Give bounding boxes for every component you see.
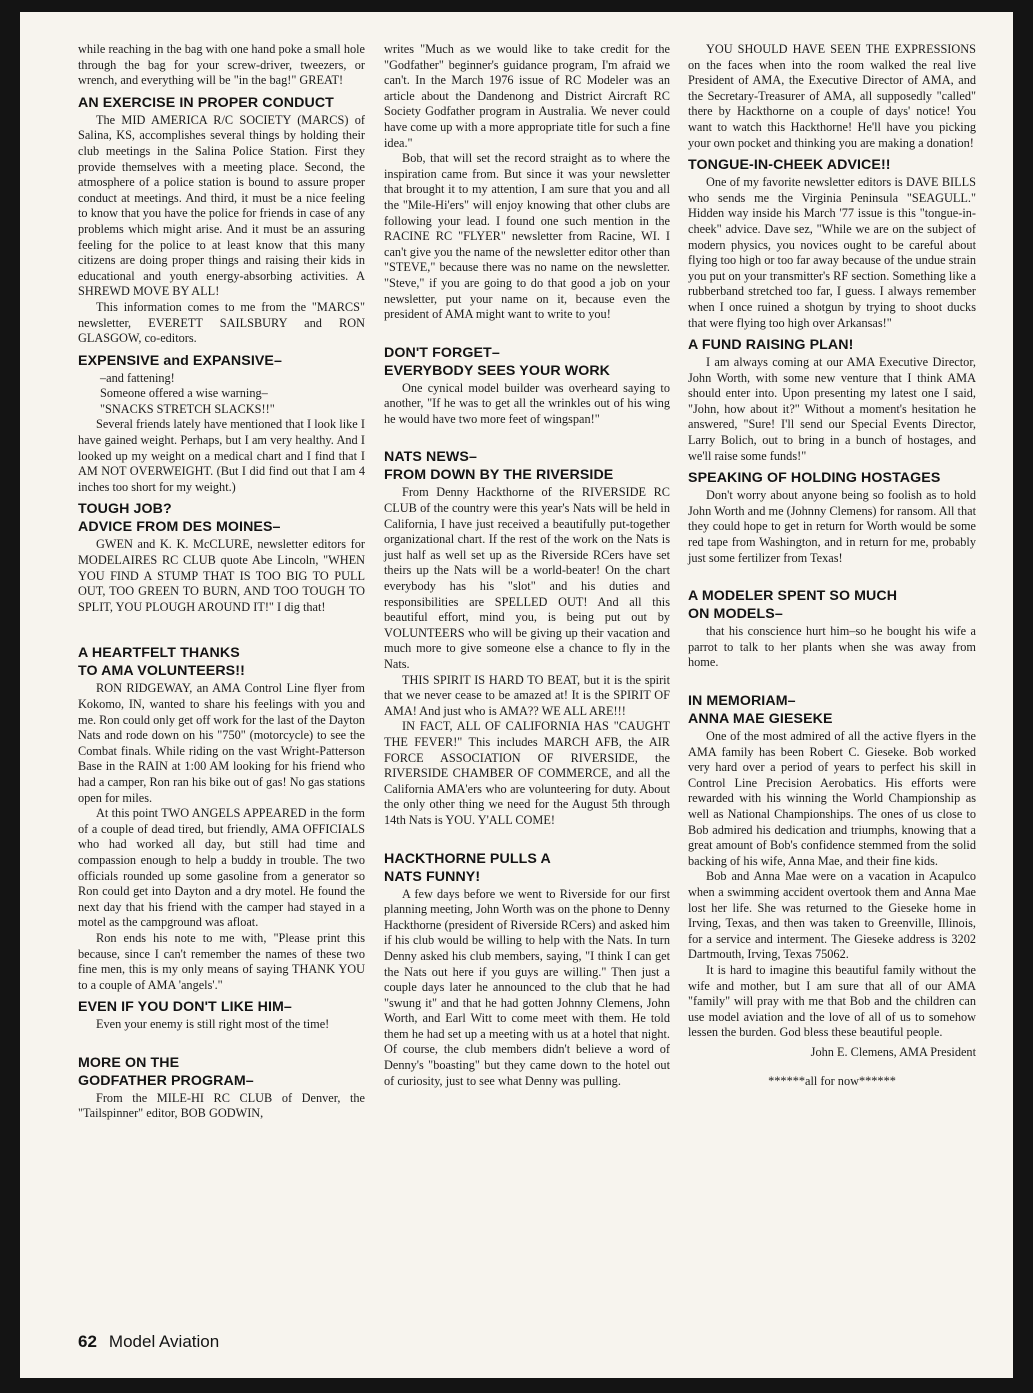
memoriam-paragraph-1: One of the most admired of all the active flyers in the AMA family has been Robert C. Gieseke. Bob worked very hard over a period of years to perfect his skill in Control Line Precision Aerobatics. His efforts were rewarded with his winning the World Championship as well as National Championships. The ones of us close to Bob admired his dedication and triumphs, knowing that a great amount of Bob's confidence stemmed from the solid backing of his wife, Anna Mae, and their fine kids. — [688, 729, 976, 868]
closing-line: ******all for now****** — [768, 1074, 896, 1089]
heading-hackthorne-1: HACKTHORNE PULLS A — [384, 850, 551, 867]
fund-paragraph: I am always coming at our AMA Executive Director, John Worth, with some new venture that I think AMA should enter into. Upon presenting my latest one I said, "John, how about it?" Without a moment's hesitation he answered, "Sure! I'll send our Special Events Director, Larry Bolich, out to bring in a bunch of hostages, and we'll raise some funds!" — [688, 355, 976, 463]
bob-paragraph: Bob, that will set the record straight as to where the inspiration came from. But since it was your newsletter that brought it to my attention, I am sure that you and all the "Mile-Hi'ers" will enjoy knowing that other clubs are following your lead. I found one such mention in the RACINE RC "FLYER" newsletter from Racine, WI. I can't give you the name of the newsletter editor other than "STEVE," because there was no name on the newsletter. "Steve," if you are going to do that good a job on your newsletter, put your name on it, because even the president of AMA might want to write to you! — [384, 151, 670, 322]
heading-dont-forget-1: DON'T FORGET– — [384, 344, 500, 361]
heading-expensive: EXPENSIVE and EXPANSIVE– — [78, 352, 282, 369]
quote-snacks: "SNACKS STRETCH SLACKS!!" — [100, 401, 275, 416]
modeler-paragraph: that his conscience hurt him–so he bought his wife a parrot to talk to her plants when she was away from home. — [688, 624, 976, 670]
speaking-paragraph: Don't worry about anyone being so foolish as to hold John Worth and me (Johnny Clemens) for ransom. All that they could hope to get in return for Worth would be some red tape from Washington, and in return for me, probably just some fertilizer from Texas! — [688, 488, 976, 565]
heading-memoriam-1: IN MEMORIAM– — [688, 693, 796, 709]
heading-nats-2: FROM DOWN BY THE RIVERSIDE — [384, 467, 614, 484]
exercise-paragraph-2: This information comes to me from the "MARCS" newsletter, EVERETT SAILSBURY and RON GLASGOW, co-editors. — [78, 299, 365, 346]
page-number: 62 — [78, 1332, 97, 1351]
thanks-paragraph-2: At this point TWO ANGELS APPEARED in the form of a couple of dead tired, but friendly, AMA OFFICIALS who had worked all day, but still had time and compassion enough to help a buddy in trouble. The two officials rounded up some gasoline from a generator so Ron could get into Dayton and a dry motel. He found the next day that his friend with the camper had stayed in a motel as the campground was afloat. — [78, 806, 365, 930]
page-footer — [78, 1332, 219, 1352]
thanks-paragraph-1: RON RIDGEWAY, an AMA Control Line flyer from Kokomo, IN, wanted to share his feelings with you and me. Ron could only get off work for the last of the Dayton Nats and rode down on his "750" (motorcycle) to see the Combat finals. While riding on the vast Wright-Patterson Base in the RAIN at 1:00 AM looking for his friend who had a camper, Ron ran his bike out of gas! No gas stations open for miles. — [78, 681, 365, 805]
tongue-paragraph: One of my favorite newsletter editors is DAVE BILLS who sends me the Virginia Peninsula "SEAGULL." Hidden way inside his March '77 issue is this "tongue-in-cheek" advice. Dave sez, "While we are on the subject of modern physics, you novices ought to be careful about flying too high or too far away because of the undue strain you put on your transmitter's RF section. Something like a rubberband stretched too far, I guess. I always remember when I once ruined a shotgun by trying to shoot ducks that were flying too high over Arkansas!" — [688, 175, 976, 330]
signature: John E. Clemens, AMA President — [810, 1044, 976, 1059]
heading-even: EVEN IF YOU DON'T LIKE HIM– — [78, 999, 292, 1016]
quote-warning: Someone offered a wise warning– — [100, 386, 268, 401]
heading-fund: A FUND RAISING PLAN! — [688, 337, 854, 354]
nats-paragraph-3: IN FACT, ALL OF CALIFORNIA HAS "CAUGHT THE FEVER!" This includes MARCH AFB, the AIR FORCE ASSOCIATION OF RIVERSIDE, the RIVERSIDE CHAMBER OF COMMERCE, and all the California AMA'ers who are volunteering for duty. About the only other thing we need for the August 5th through 14th Nats is YOU. Y'ALL COME! — [384, 719, 670, 827]
heading-hackthorne-2: NATS FUNNY! — [384, 868, 481, 885]
memoriam-paragraph-3: It is hard to imagine this beautiful family without the wife and mother, but I am sure that all of our AMA "family" will pray with me that Bob and the children can use model aviation and the love of all of us to somehow lessen the burden. God bless these beautiful people. — [688, 962, 976, 1040]
column-3 — [688, 42, 976, 1090]
heading-speaking: SPEAKING OF HOLDING HOSTAGES — [688, 470, 941, 487]
magazine-title: Model Aviation — [108, 1332, 220, 1351]
heading-modeler-2: ON MODELS– — [688, 606, 783, 623]
heading-thanks-2: TO AMA VOLUNTEERS!! — [78, 663, 245, 680]
expensive-paragraph: Several friends lately have mentioned that I look like I have gained weight. Perhaps, but I am very healthy. And I looked up my weight on a medical chart and I find that I AM NOT OVERWEIGHT. (But I did find out that I am 4 inches too short for my weight.) — [78, 417, 365, 494]
even-paragraph: Even your enemy is still right most of the time! — [96, 1017, 330, 1032]
exercise-paragraph-1: The MID AMERICA R/C SOCIETY (MARCS) of Salina, KS, accomplishes several things by holding their club meetings in the Salina Police Station. First they provide themselves with a meeting place. Second, the atmosphere of a police station is bound to assure proper conduct at meetings. And third, it must be a nice feeling to know that you have the police for friends in case of any problems which might arise. And it must be an assuring feeling for the police to at least know that this many citizens are doing proper things and raising their kids in educational and youth energy-absorbing activities. A SHREWD MOVE BY ALL! — [78, 112, 365, 299]
hackthorne-paragraph: A few days before we went to Riverside for our first planning meeting, John Worth was on the phone to Denny Hackthorne (president of Riverside RCers) and asked him if his club would be willing to help with the Nats. In turn Denny asked his club members, saying, "I think I can get the Nats out here if you guys are willing." Then just a couple days later he announced to the club that he had "swung it" and that he had gotten Johnny Clemens, John Worth, and Earl Witt to come meet with them. He told them he had set up a meeting with us at a hotel that night. Of course, the club members didn't believe a word of Denny's "boasting" but they came down to the hotel out of curiosity, just to see what Denny was pulling. — [384, 886, 670, 1088]
heading-exercise: AN EXERCISE IN PROPER CONDUCT — [78, 94, 334, 111]
dont-forget-paragraph: One cynical model builder was overheard saying to another, "If he was to get all the wrinkles out of his wing he would have two more feet of wingspan!" — [384, 380, 670, 426]
writes-paragraph: writes "Much as we would like to take credit for the "Godfather" beginner's guidance program, I'm afraid we can't. In the March 1976 issue of RC Modeler was an article about the Dandenong and District Aircraft RC Society Godfather program in Australia. We never could have come up with a more appropriate title for such a fine idea." — [384, 42, 670, 150]
intro-text: while reaching in the bag with one hand poke a small hole through the bag for your screw-driver, tweezers, or wrench, and everything will be "in the bag!" GREAT! — [78, 42, 365, 88]
heading-godfather-2: GODFATHER PROGRAM– — [78, 1072, 254, 1089]
heading-thanks-1: A HEARTFELT THANKS — [78, 645, 240, 662]
heading-nats-1: NATS NEWS– — [384, 449, 477, 466]
heading-modeler-1: A MODELER SPENT SO MUCH — [688, 588, 898, 605]
heading-tough-2: ADVICE FROM DES MOINES– — [78, 519, 281, 536]
heading-dont-forget-2: EVERYBODY SEES YOUR WORK — [384, 362, 611, 379]
heading-tongue: TONGUE-IN-CHEEK ADVICE!! — [688, 157, 891, 174]
heading-memoriam-2: ANNA MAE GIESEKE — [688, 711, 833, 727]
nats-paragraph-1: From Denny Hackthorne of the RIVERSIDE RC CLUB of the country were this year's Nats will be held in California, I have just received a beautifully put-together organizational chart. If the rest of the work on the Nats is just half as well set up as the Riverside RCers have set theirs up the Nats will be a world-beater! On the chart everybody has his "slot" and his duties and responsibilities are SPELLED OUT! And all this beautiful effort, mind you, is being put out by VOLUNTEERS who will be giving up their vacation and much more to give someone else a chance to fly in the Nats. — [384, 485, 670, 671]
memoriam-paragraph-2: Bob and Anna Mae were on a vacation in Acapulco when a swimming accident overtook them and Anna Mae lost her life. She was returned to the Gieseke home in Irving, Texas, and then was taken to Greenville, Illinois, for a service and interment. The Gieseke address is 3202 Dartmouth, Irving, Texas 75062. — [688, 869, 976, 962]
heading-tough-1: TOUGH JOB? — [78, 501, 172, 518]
tough-paragraph: GWEN and K. K. McCLURE, newsletter editors for MODELAIRES RC CLUB quote Abe Lincoln, "WHEN YOU FIND A STUMP THAT IS TOO BIG TO PULL OUT, TOO GREEN TO BURN, AND TOO TOUGH TO SPLIT, YOU PLOUGH AROUND IT!" I dig that! — [78, 537, 365, 614]
expressions-paragraph: YOU SHOULD HAVE SEEN THE EXPRESSIONS on the faces when into the room walked the real live President of AMA, the Executive Director of AMA, and the Secretary-Treasurer of AMA, all supposedly "called" there by Hackthorne on a couple of days' notice! You want to watch this Hackthorne! He'll have you picking your own pocket and thinking you are making a donation! — [688, 42, 976, 150]
heading-godfather-1: MORE ON THE — [78, 1054, 180, 1071]
godfather-paragraph: From the MILE-HI RC CLUB of Denver, the "Tailspinner" editor, BOB GODWIN, — [78, 1090, 365, 1121]
thanks-paragraph-3: Ron ends his note to me with, "Please print this because, since I can't remember the names of these two fine men, this is my only means of saying THANK YOU to a couple of AMA 'angels'." — [78, 930, 365, 992]
magazine-page — [20, 12, 1013, 1378]
column-2 — [384, 42, 670, 1089]
column-1 — [78, 42, 365, 1122]
quote-fattening: –and fattening! — [100, 370, 175, 385]
nats-paragraph-2: THIS SPIRIT IS HARD TO BEAT, but it is the spirit that we never cease to be amazed at! It is the SPIRIT OF AMA! And just who is AMA?? WE ALL ARE!!! — [384, 672, 670, 718]
